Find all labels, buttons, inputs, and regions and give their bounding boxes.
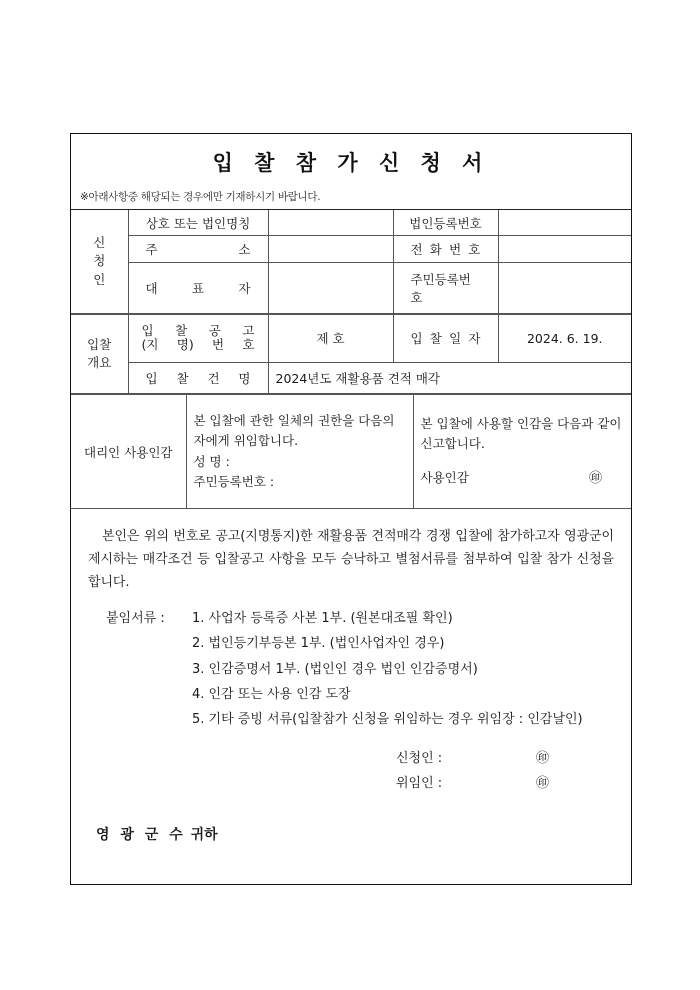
declaration-block (71, 509, 631, 594)
list-item: 5. 기타 증빙 서류(입찰참가 신청을 위임하는 경우 위임장 : 인감날인) (192, 712, 583, 728)
table-row (71, 395, 631, 509)
delegator-signature-row (71, 771, 631, 796)
rrn-label: 주민등록번호 (393, 262, 498, 313)
applicant-address-label: 주 소 (128, 236, 268, 262)
proxy-seal-table (71, 394, 631, 509)
list-item: 3. 인감증명서 1부. (법인인 경우 법인 인감증명서) (192, 661, 478, 677)
corp-reg-no-label: 법인등록번호 (393, 210, 498, 236)
bid-section-label: 입찰 개요 (71, 315, 128, 394)
proxy-name-field[interactable]: 성 명 : (193, 453, 230, 469)
recipient-line (96, 824, 218, 844)
rrn-value[interactable] (498, 262, 631, 313)
notice-number-label: 입 찰 공 고 (지 명) 번 호 (128, 315, 268, 363)
delegator-seal-icon[interactable]: ㊞ (536, 776, 550, 791)
page-title: 입 찰 참 가 신 청 서 (212, 150, 490, 175)
declaration-text: 본인은 위의 번호로 공고(지명통지)한 재활용품 견적매각 경쟁 입찰에 참가하고자 영광군이 제시하는 매각조건 등 입찰공고 사항을 모두 승낙하고 별첨서류를 첨부하여 입찰 참가 신청을 합니다. (88, 529, 614, 591)
table-row (71, 236, 631, 262)
applicant-section-label: 신 청 인 (71, 210, 128, 314)
representative-label: 대 표 자 (128, 262, 268, 313)
table-row (71, 362, 631, 393)
attachments-heading: 붙임서류 : (106, 611, 165, 626)
table-row (71, 210, 631, 236)
title-block (71, 134, 631, 210)
applicant-name-label: 상호 또는 법인명칭 (128, 210, 268, 236)
delegation-text-line1: 본 입찰에 관한 일체의 권한을 다음의 (193, 413, 395, 428)
notice-number-value[interactable]: 제 호 (268, 315, 393, 363)
delegation-block (186, 395, 413, 509)
applicant-table (71, 210, 631, 314)
bid-date-label: 입 찰 일 자 (393, 315, 498, 363)
applicant-signature-label[interactable]: 신청인 : (396, 751, 443, 766)
list-item: 4. 인감 또는 사용 인감 도장 (192, 687, 351, 703)
delegator-signature-label[interactable]: 위임인 : (396, 776, 443, 791)
bid-subject-value: 2024년도 재활용품 견적 매각 (268, 362, 631, 393)
recipient-authority: 영 광 군 수 (96, 827, 186, 843)
seal-text-line2: 신고합니다. (420, 435, 485, 451)
bid-overview-table (71, 314, 631, 394)
proxy-seal-label: 대리인 사용인감 (71, 395, 186, 509)
form-outer-frame (70, 133, 632, 885)
applicant-seal-icon[interactable]: ㊞ (536, 751, 550, 766)
seal-text-line1: 본 입찰에 사용할 인감을 다음과 같이 (420, 415, 622, 431)
phone-value[interactable] (498, 236, 631, 262)
recipient-honorific: 귀하 (190, 827, 218, 843)
signature-block (71, 746, 631, 796)
list-item: 2. 법인등기부등본 1부. (법인사업자인 경우) (192, 636, 445, 652)
applicant-name-value[interactable] (268, 210, 393, 236)
used-seal-label: 사용인감 (420, 470, 469, 486)
representative-value[interactable] (268, 262, 393, 313)
form-note: ※아래사항중 해당되는 경우에만 기재하시기 바랍니다. (80, 191, 321, 203)
attachments-block (106, 606, 606, 733)
phone-label: 전 화 번 호 (393, 236, 498, 262)
applicant-address-value[interactable] (268, 236, 393, 262)
delegation-text-line2: 자에게 위임합니다. (193, 433, 299, 449)
corp-reg-no-value[interactable] (498, 210, 631, 236)
seal-stamp-icon[interactable]: ㊞ (588, 471, 602, 487)
list-item: 1. 사업자 등록증 사본 1부. (원본대조필 확인) (192, 611, 453, 626)
applicant-signature-row (71, 746, 631, 771)
seal-declaration-block (413, 395, 631, 509)
bid-date-value: 2024. 6. 19. (498, 315, 631, 363)
table-row (71, 315, 631, 363)
table-row (71, 262, 631, 313)
bid-subject-label: 입 찰 건 명 (128, 362, 268, 393)
proxy-rrn-field[interactable]: 주민등록번호 : (193, 473, 275, 489)
